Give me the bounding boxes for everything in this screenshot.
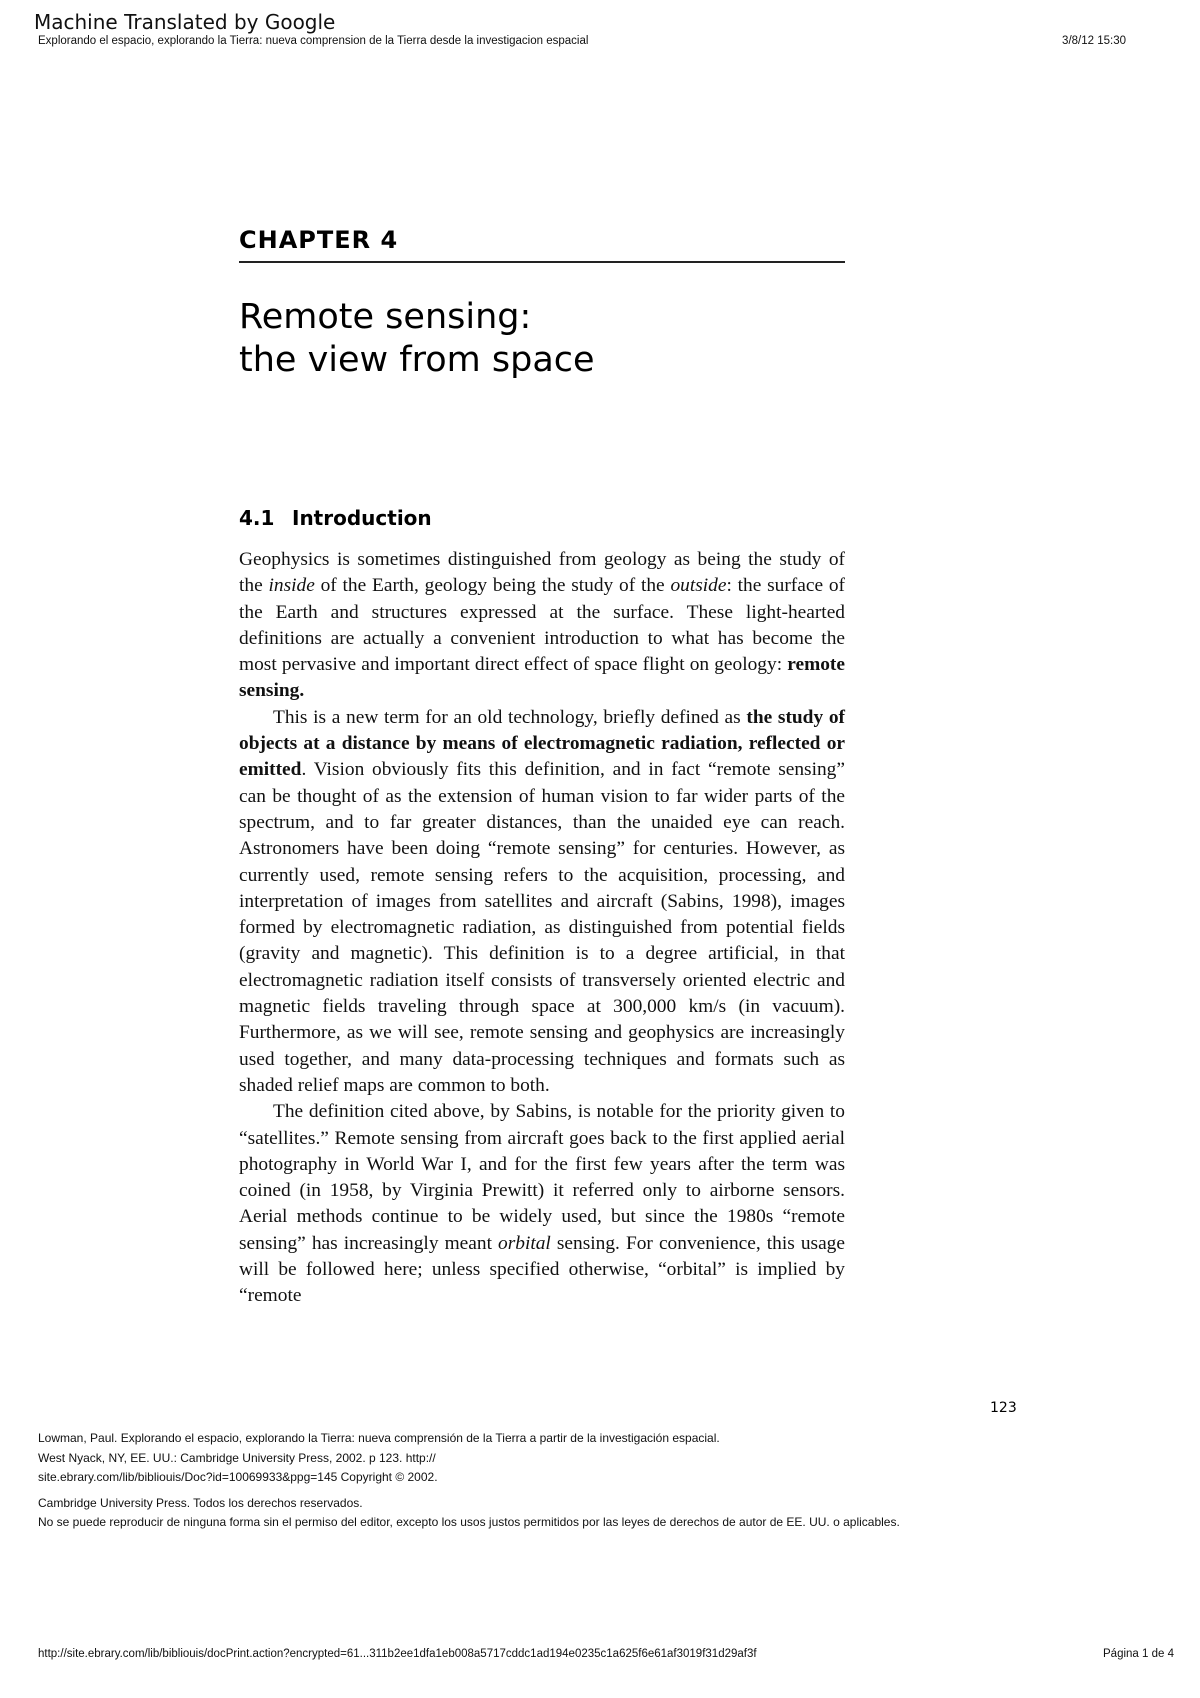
paragraph-1-text-b: of the Earth, geology being the study of the bbox=[314, 575, 671, 597]
paragraph-1-text-a: Geophysics is sometimes distinguished from geology as being the study of the bbox=[239, 549, 845, 597]
footer-page-indicator: Página 1 de 4 bbox=[1103, 1648, 1174, 1660]
emphasis-inside: inside bbox=[268, 575, 315, 597]
citation-line-3: site.ebrary.com/lib/bibliouis/Doc?id=10069933&ppg=145 Copyright © 2002. bbox=[38, 1470, 438, 1484]
document-title-header: Explorando el espacio, explorando la Tierra: nueva comprension de la Tierra desde la investigacion espacial bbox=[38, 35, 589, 47]
bold-definition: the study of objects at a distance by means of electromagnetic radiation, reflected or emitted bbox=[239, 706, 845, 781]
chapter-label: CHAPTER 4 bbox=[239, 226, 399, 254]
body-text bbox=[239, 547, 845, 1310]
citation-line-5: No se puede reproducir de ninguna forma sin el permiso del editor, excepto los usos justos permitidos por las leyes de derechos de autor de EE. UU. o aplicables. bbox=[38, 1515, 900, 1529]
paragraph-2-text-a: This is a new term for an old technology, briefly defined as bbox=[273, 706, 747, 728]
chapter-divider bbox=[239, 261, 845, 263]
section-heading bbox=[239, 506, 432, 530]
chapter-title-line-2: the view from space bbox=[239, 340, 595, 380]
footer-url: http://site.ebrary.com/lib/bibliouis/docPrint.action?encrypted=61...311b2ee1dfa1eb008a5717cddc1ad194e0235c1a625f6e61af3019f31d29af3f bbox=[38, 1648, 757, 1660]
chapter-title bbox=[239, 296, 845, 382]
emphasis-orbital: orbital bbox=[498, 1232, 551, 1254]
print-timestamp: 3/8/12 15:30 bbox=[1062, 35, 1126, 47]
section-number: 4.1 bbox=[239, 506, 275, 530]
paragraph-2 bbox=[239, 705, 845, 1099]
emphasis-outside: outside bbox=[670, 575, 727, 597]
paragraph-3-text-b: sensing. For convenience, this usage will be followed here; unless specified otherwise, “orbital” is implied by “remote bbox=[239, 1232, 845, 1307]
citation-block bbox=[38, 1429, 1158, 1533]
chapter-title-line-1: Remote sensing: bbox=[239, 297, 532, 337]
paragraph-2-text-b: . Vision obviously fits this definition, and in fact “remote sensing” can be thought of as the extension of human vision to far wider parts of the spectrum, and to far greater distances, than the unaided eye can reach. Astronomers have been doing “remote sensing” for centuries. However, as currently used, remote sensing refers to the acquisition, processing, and interpretation of images from satellites and aircraft (Sabins, 1998), images formed by electromagnetic radiation, as distinguished from potential fields (gravity and magnetic). This definition is to a degree artificial, in that electromagnetic radiation itself consists of transversely oriented electric and magnetic fields traveling through space at 300,000 km/s (in vacuum). Furthermore, as we will see, remote sensing and geophysics are increasingly used together, and many data-processing techniques and formats such as shaded relief maps are common to both. bbox=[239, 759, 845, 1096]
paragraph-3 bbox=[239, 1099, 845, 1309]
citation-line-2: West Nyack, NY, EE. UU.: Cambridge University Press, 2002. p 123. http:// bbox=[38, 1450, 436, 1465]
print-header bbox=[38, 35, 1150, 47]
citation-line-4: Cambridge University Press. Todos los derechos reservados. bbox=[38, 1495, 363, 1510]
machine-translation-banner: Machine Translated by Google bbox=[34, 10, 336, 34]
paragraph-3-text-a: The definition cited above, by Sabins, is notable for the priority given to “satellites.” Remote sensing from aircraft goes back to the first applied aerial photography in World War I, and for the first few years after the term was coined (in 1958, by Virginia Prewitt) it referred only to airborne sensors. Aerial methods continue to be widely used, but since the 1980s “remote sensing” has increasingly meant bbox=[239, 1101, 845, 1254]
paragraph-1 bbox=[239, 547, 845, 705]
paragraph-1-text-c: : the surface of the Earth and structures expressed at the surface. These light-hearted definitions are actually a convenient introduction to what has become the most pervasive and important direct effect of space flight on geology: bbox=[239, 575, 846, 676]
section-title: Introduction bbox=[292, 506, 432, 530]
bold-term-remote-sensing: remote sensing. bbox=[239, 654, 845, 702]
citation-line-1: Lowman, Paul. Explorando el espacio, explorando la Tierra: nueva comprensión de la Tierra a partir de la investigación espacial. bbox=[38, 1431, 720, 1445]
page-number: 123 bbox=[990, 1400, 1017, 1416]
